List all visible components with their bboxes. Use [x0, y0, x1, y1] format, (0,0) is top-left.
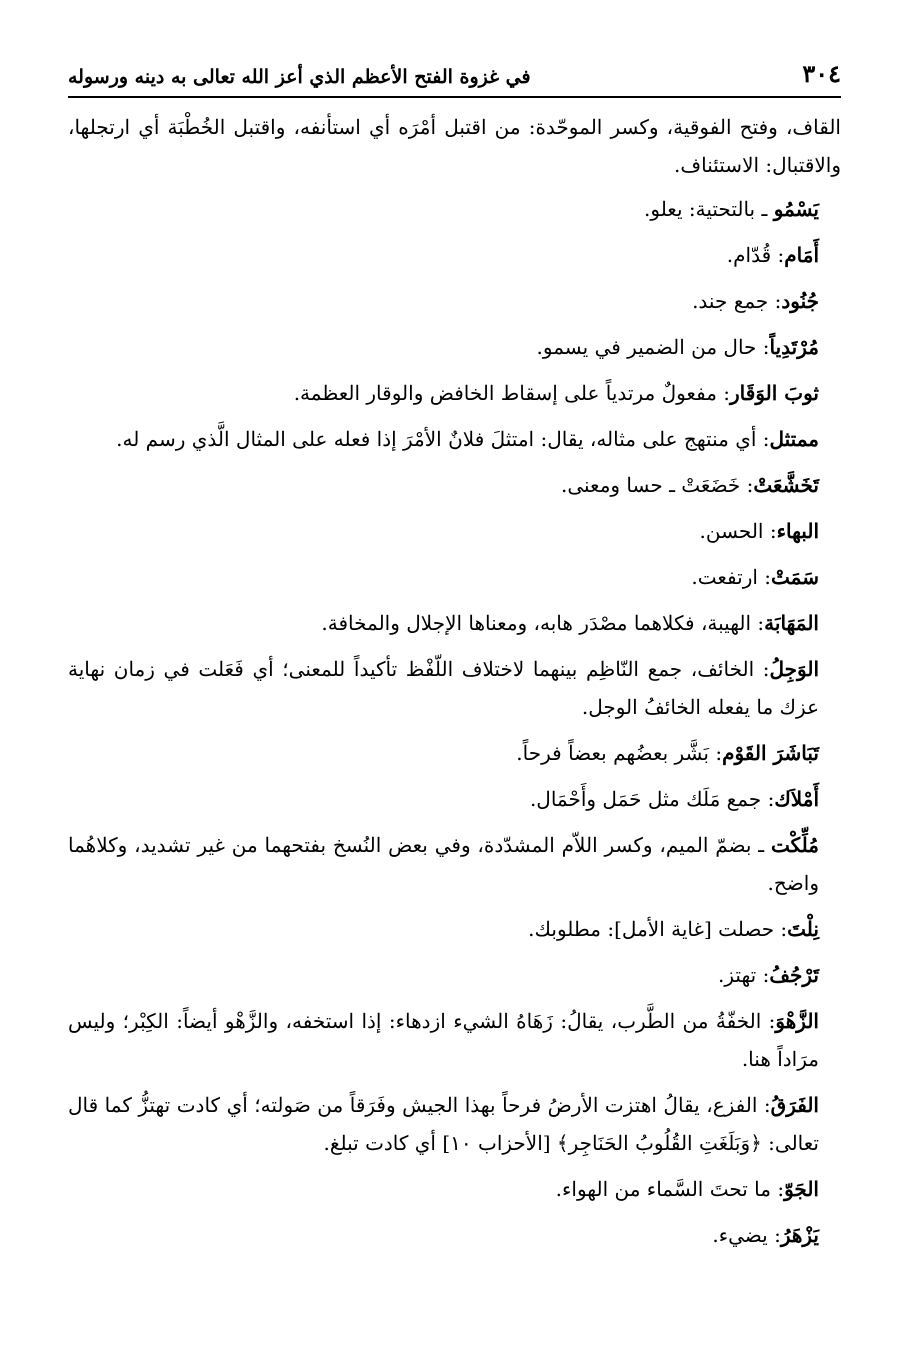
entry-text: : تهتز.	[718, 963, 770, 987]
entry-text: : الحسن.	[699, 519, 777, 543]
entry-term: أَمْلاَك	[774, 787, 819, 811]
entry-text: : الفزع، يقالُ اهتزت الأرضُ فرحاً بهذا الجيش وفَرَقاً من صَولته؛ أي كادت تهتزُّ كما قال تعالى: ﴿وَبَلَغَتِ القُلُوبُ الحَنَاجِر﴾ [الأحزاب ١٠] أي كادت تبلغ.	[68, 1093, 819, 1155]
glossary-entry	[68, 604, 841, 642]
glossary-entry	[68, 1216, 841, 1254]
entry-term: تَخَشَّعَتْ	[753, 473, 819, 497]
running-title: في غزوة الفتح الأعظم الذي أعز الله تعالى به دينه ورسوله	[68, 66, 531, 88]
glossary-entry	[68, 780, 841, 818]
entry-text: : الهيبة، فكلاهما مصْدَر هابه، ومعناها الإجلال والمخافة.	[321, 611, 765, 635]
entry-term: جُنُود	[781, 289, 819, 313]
entry-term: ثوبَ الوَقَار	[730, 381, 819, 405]
glossary-entry	[68, 374, 841, 412]
glossary-entry	[68, 190, 841, 228]
entry-text: ـ بضمّ الميم، وكسر اللاّم المشدّدة، وفي بعض النُسخ بفتحهما من غير تشديد، وكلاهُما واضح.	[68, 833, 819, 895]
page-number: ٣٠٤	[802, 59, 841, 88]
glossary-entry	[68, 910, 841, 948]
entry-term: نِلْتَ	[787, 917, 819, 941]
entry-term: ممتثل	[769, 427, 819, 451]
glossary-entry	[68, 282, 841, 320]
entry-term: الزَّهْوَ	[775, 1009, 819, 1033]
header-rule	[68, 96, 841, 98]
entry-term: يَسْمُو	[773, 197, 819, 221]
entry-text: : قُدّام.	[726, 243, 785, 267]
glossary-entry	[68, 1002, 841, 1078]
entry-term: مُلِّكْت	[770, 833, 819, 857]
entry-text: : أي منتهج على مثاله، يقال: امتثلَ فلانٌ الأمْرَ إذا فعله على المثال الَّذي رسم له.	[116, 427, 770, 451]
entry-text: : حصلت [غاية الأمل]: مطلوبك.	[528, 917, 788, 941]
glossary-entry	[68, 734, 841, 772]
entry-text: : خَضَعَتْ ـ حسا ومعنى.	[560, 473, 754, 497]
glossary-entry	[68, 826, 841, 902]
entry-text: : الخائف، جمع النّاظِم بينهما لاختلاف اللّفْظ تأكيداً للمعنى؛ أي فَعَلت في زمان نهاية عزك ما يفعله الخائفُ الوجل.	[68, 657, 819, 719]
glossary-entry	[68, 650, 841, 726]
entry-term: سَمَتْ	[771, 565, 819, 589]
entry-text: : ارتفعت.	[691, 565, 772, 589]
entry-term: أَمَام	[784, 243, 819, 267]
entry-text: : جمع جند.	[692, 289, 782, 313]
entry-text: : بَشَّر بعضُهم بعضاً فرحاً.	[516, 741, 723, 765]
intro-paragraph: القاف، وفتح الفوقية، وكسر الموحّدة: من اقتبل أمْرَه أي استأنفه، واقتبل الخُطْبَة أي ارتجلها، والاقتبال: الاستئناف.	[68, 115, 841, 177]
glossary-entry	[68, 1170, 841, 1208]
entry-text: : يضيء.	[712, 1223, 781, 1247]
glossary-entry	[68, 1086, 841, 1162]
entry-text: : مفعولٌ مرتدياً على إسقاط الخافض والوقار العظمة.	[293, 381, 731, 405]
entry-term: الجَوّ	[784, 1177, 819, 1201]
glossary-entry	[68, 420, 841, 458]
entry-term: المَهَابَة	[764, 611, 819, 635]
entry-term: الفَرَقُ	[770, 1093, 819, 1117]
page-body	[68, 108, 841, 1262]
entry-term: مُرْتَدِياً	[769, 335, 819, 359]
entry-term: تَبَاشَرَ القَوْم	[722, 741, 819, 765]
entry-term: يَزْهَرُ	[780, 1223, 819, 1247]
glossary-entry	[68, 558, 841, 596]
entry-text: : جمع مَلَك مثل حَمَل وأَحْمَال.	[529, 787, 775, 811]
entry-term: تَرْجُفُ	[769, 963, 819, 987]
entry-text: ـ بالتحتية: يعلو.	[644, 197, 774, 221]
entry-term: الوَجِلُ	[769, 657, 820, 681]
glossary-entry	[68, 236, 841, 274]
entry-text: : حال من الضمير في يسمو.	[536, 335, 770, 359]
entry-text: : ما تحتَ السَّماء من الهواء.	[555, 1177, 785, 1201]
page-header	[68, 52, 841, 88]
entry-term: البهاء	[776, 519, 819, 543]
entry-text: : الخفّةُ من الطَّرب، يقالُ: زَهَاهُ الشيء ازدهاء: إذا استخفه، والزَّهْو أيضاً: الكِبْر؛ وليس مرَاداً هنا.	[68, 1009, 819, 1071]
glossary-entry	[68, 466, 841, 504]
glossary-entry	[68, 956, 841, 994]
glossary-entry	[68, 512, 841, 550]
glossary-entry	[68, 328, 841, 366]
